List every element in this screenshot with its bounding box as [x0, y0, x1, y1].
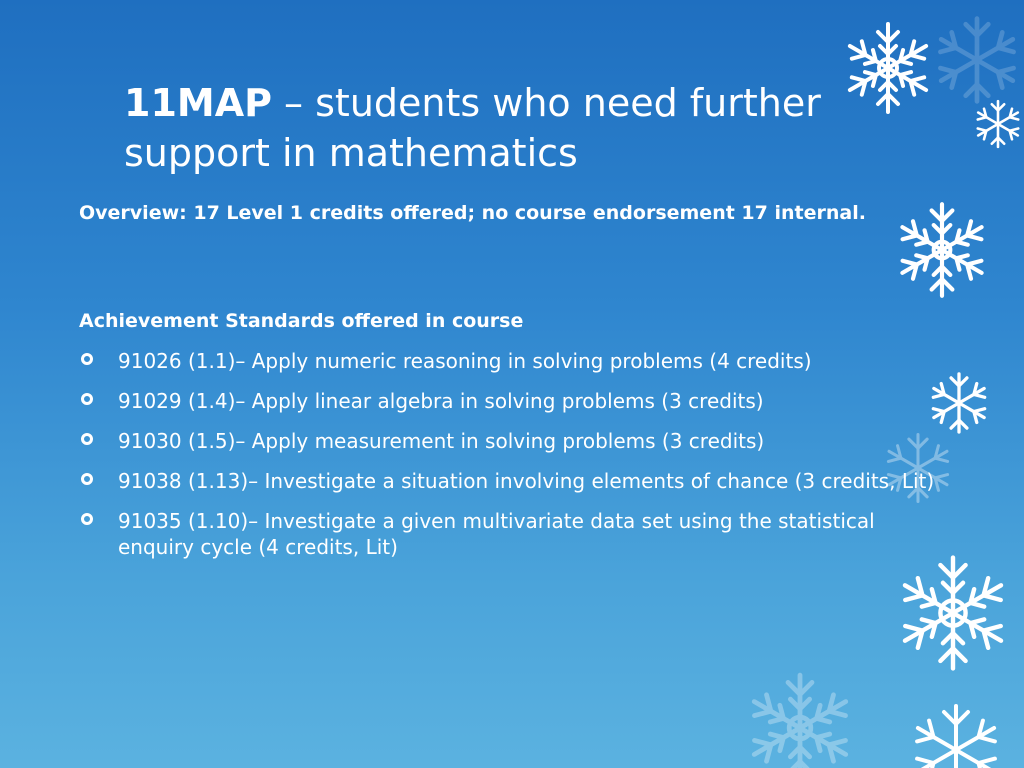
slide-title — [124, 78, 924, 178]
standard-text: 91030 (1.5)– Apply measurement in solving problems (3 credits) — [118, 429, 765, 453]
title-description: – students who need further support in mathematics — [124, 81, 821, 175]
snowflake-icon — [930, 0, 1024, 120]
standard-text: 91026 (1.1)– Apply numeric reasoning in solving problems (4 credits) — [118, 349, 812, 373]
bullet-icon — [81, 353, 93, 365]
snowflake-icon — [740, 668, 860, 768]
list-item — [79, 348, 939, 374]
standard-text: 91035 (1.10)– Investigate a given multivariate data set using the statistical enquiry cycle (4 credits, Lit) — [118, 509, 875, 559]
standard-text: 91038 (1.13)– Investigate a situation involving elements of chance (3 credits, Lit) — [118, 469, 935, 493]
list-item — [79, 468, 939, 494]
slide-body — [79, 200, 939, 559]
title-course-code: 11MAP — [124, 81, 272, 125]
bullet-icon — [81, 393, 93, 405]
bullet-icon — [81, 433, 93, 445]
bullet-icon — [81, 513, 93, 525]
snowflake-icon — [906, 700, 1006, 768]
list-item — [79, 388, 939, 414]
list-item — [79, 428, 939, 454]
overview-text: Overview: 17 Level 1 credits offered; no course endorsement 17 internal. — [79, 202, 866, 224]
bullet-icon — [81, 473, 93, 485]
standards-list — [79, 348, 939, 574]
standard-text: 91029 (1.4)– Apply linear algebra in solving problems (3 credits) — [118, 389, 764, 413]
list-item — [79, 508, 939, 560]
achievement-heading: Achievement Standards offered in course — [79, 310, 524, 332]
